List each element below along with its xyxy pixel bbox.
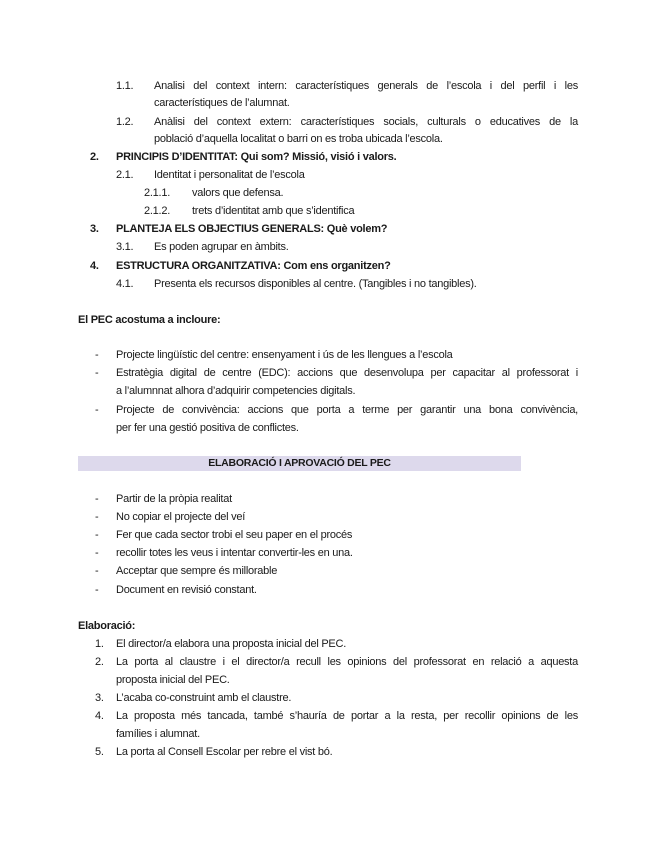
item-number: 3.1.: [116, 241, 134, 253]
step-text: La proposta més tancada, també s’hauría de portar a la resta, per recollir opinions de les: [116, 710, 578, 722]
item-number: 1.2.: [116, 116, 134, 128]
step-number: 1.: [95, 638, 104, 650]
bullet-dash: -: [95, 349, 99, 361]
bullet-text: No copiar el projecte del veí: [116, 511, 246, 523]
bullet-text-continued: per fer una gestió positiva de conflictes.: [116, 422, 299, 434]
step-text: L’acaba co-construint amb el claustre.: [116, 692, 292, 704]
step-text: El director/a elabora una proposta inicial del PEC.: [116, 638, 346, 650]
bullet-text: Estratègia digital de centre (EDC): accions que desenvolupa per capacitar al professorat i: [116, 367, 578, 379]
step-number: 3.: [95, 692, 104, 704]
item-text: Analisi del context intern: característiques generals de l’escola i del perfil i les: [154, 80, 578, 92]
bullet-text: Document en revisió constant.: [116, 584, 257, 596]
bullet-dash: -: [95, 367, 99, 379]
item-text: Identitat i personalitat de l’escola: [154, 169, 305, 181]
section-title: ESTRUCTURA ORGANITZATIVA: Com ens organitzen?: [116, 260, 391, 272]
bullet-dash: -: [95, 493, 99, 505]
section-band-title: ELABORACIÓ I APROVACIÓ DEL PEC: [78, 456, 521, 471]
section-title: PLANTEJA ELS OBJECTIUS GENERALS: Què volem?: [116, 223, 388, 235]
item-text-continued: característiques de l’alumnat.: [154, 97, 290, 109]
item-text: valors que defensa.: [192, 187, 284, 199]
step-text: La porta al Consell Escolar per rebre el vist bó.: [116, 746, 333, 758]
item-number: 1.1.: [116, 80, 134, 92]
section-number: 3.: [90, 223, 99, 235]
step-number: 5.: [95, 746, 104, 758]
elaboracio-heading: Elaboració:: [78, 620, 136, 632]
section-title: PRINCIPIS D’IDENTITAT: Qui som? Missió, visió i valors.: [116, 151, 397, 163]
bullet-dash: -: [95, 547, 99, 559]
item-number: 2.1.: [116, 169, 134, 181]
section-number: 4.: [90, 260, 99, 272]
step-text-continued: famílies i alumnat.: [116, 728, 200, 740]
step-text: La porta al claustre i el director/a recull les opinions del professorat en relació a aquesta: [116, 656, 578, 668]
item-text: Presenta els recursos disponibles al centre. (Tangibles i no tangibles).: [154, 278, 477, 290]
bullet-dash: -: [95, 404, 99, 416]
bullet-text: recollir totes les veus i intentar convertir-les en una.: [116, 547, 353, 559]
item-number: 4.1.: [116, 278, 134, 290]
bullet-dash: -: [95, 529, 99, 541]
section-number: 2.: [90, 151, 99, 163]
pec-heading: El PEC acostuma a incloure:: [78, 314, 221, 326]
bullet-text: Partir de la pròpia realitat: [116, 493, 232, 505]
bullet-text-continued: a l’alumnnat alhora d’adquirir competencies digitals.: [116, 385, 356, 397]
bullet-dash: -: [95, 511, 99, 523]
bullet-text: Acceptar que sempre és millorable: [116, 565, 278, 577]
bullet-text: Projecte lingüístic del centre: ensenyament i ús de les llengues a l’escola: [116, 349, 453, 361]
step-number: 2.: [95, 656, 104, 668]
step-text-continued: proposta inicial del PEC.: [116, 674, 230, 686]
bullet-dash: -: [95, 565, 99, 577]
bullet-text: Fer que cada sector trobi el seu paper en el procés: [116, 529, 353, 541]
step-number: 4.: [95, 710, 104, 722]
item-number: 2.1.1.: [144, 187, 171, 199]
item-text: Anàlisi del context extern: característiques socials, culturals o educatives de la: [154, 116, 578, 128]
item-text: Es poden agrupar en àmbits.: [154, 241, 289, 253]
item-number: 2.1.2.: [144, 205, 171, 217]
bullet-dash: -: [95, 584, 99, 596]
item-text: trets d’identitat amb que s’identifica: [192, 205, 355, 217]
bullet-text: Projecte de convivència: accions que porta a terme per garantir una bona convivència,: [116, 404, 578, 416]
item-text-continued: població d’aquella localitat o barri on es troba ubicada l’escola.: [154, 133, 443, 145]
